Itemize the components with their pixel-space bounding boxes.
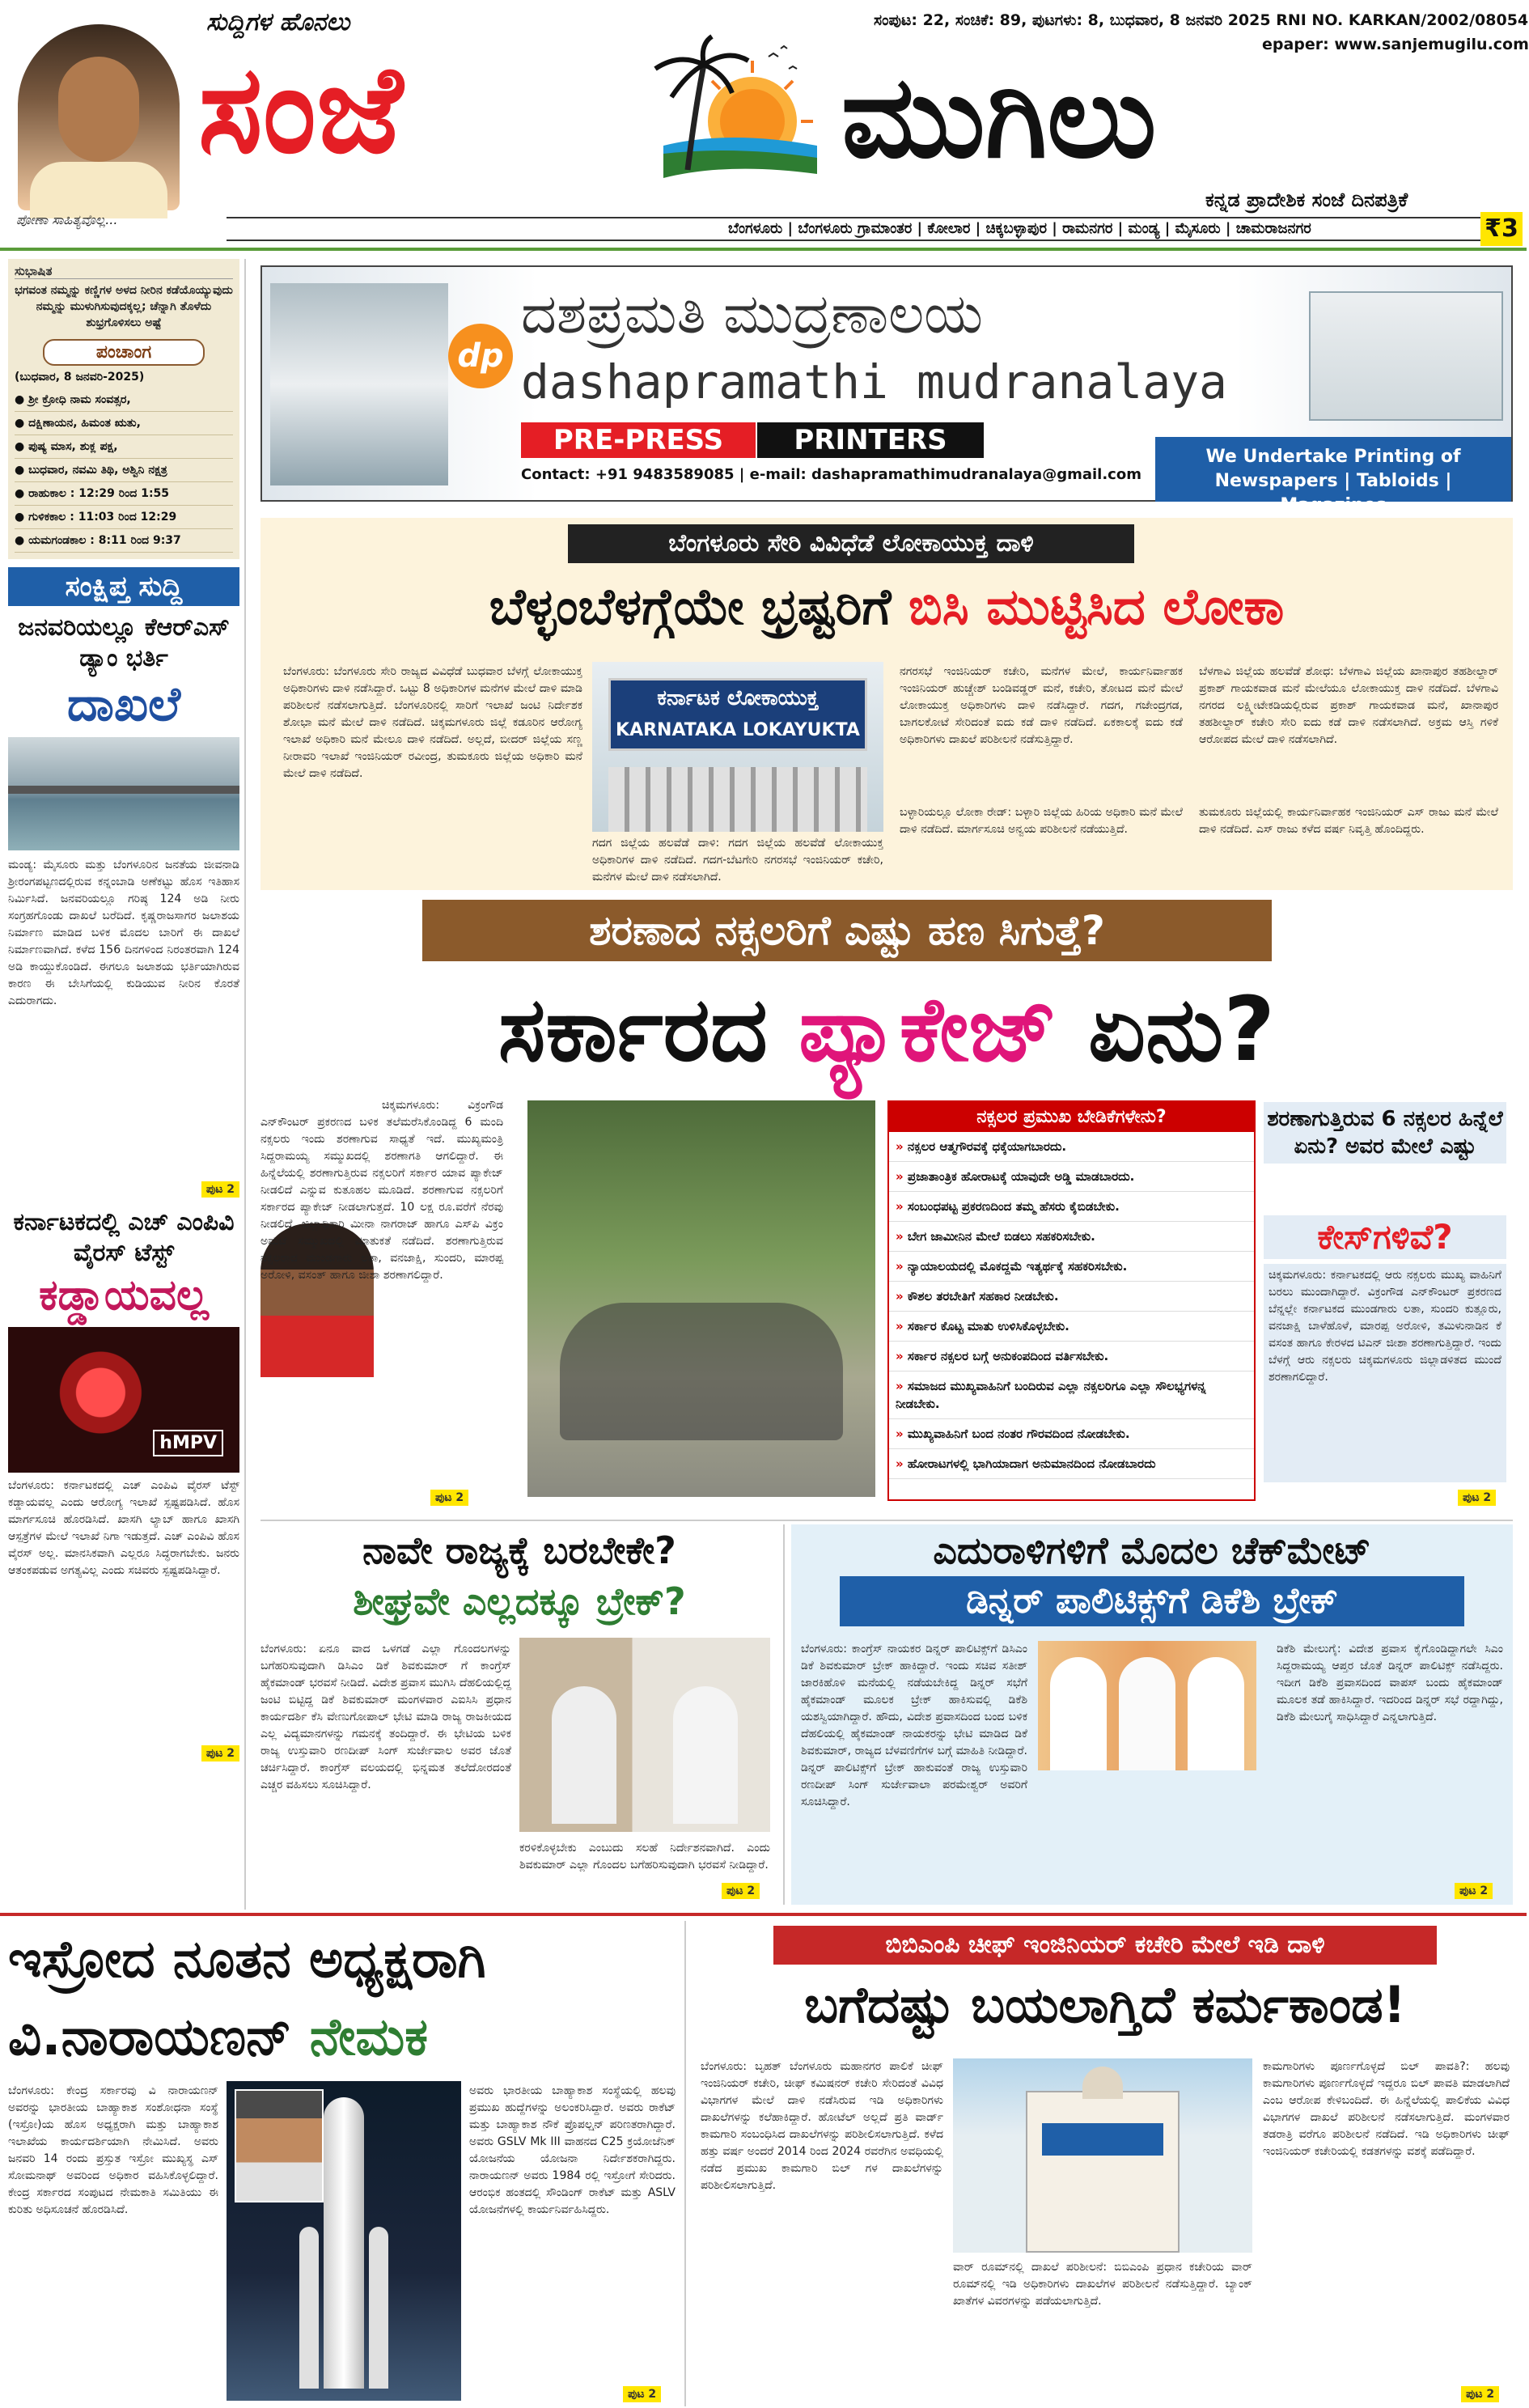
isro-text2: ಅವರು ಭಾರತೀಯ ಬಾಹ್ಯಾಕಾಶ ಸಂಸ್ಥೆಯಲ್ಲಿ ಹಲವು ಪ್ರಮುಖ ಹುದ್ದೆಗಳನ್ನು ಅಲಂಕರಿಸಿದ್ದಾರೆ. ಅವರು ರಾಕೆಟ್ ಮತ್ತು ಬಾಹ್ಯಾಕಾಶ ನೌಕೆ ಪ್ರೊಪಲ್ಷನ್ ಪರಿಣತರಾಗಿದ್ದಾರೆ. ಅವರು GSLV Mk III ವಾಹನದ C25 ಕ್ರಯೋಜೆನಿಕ್ ಯೋಜನೆಯ ಯೋಜನಾ ನಿರ್ದೇಶಕರಾಗಿದ್ದರು. ನಾರಾಯಣನ್ ಅವರು 1984 ರಲ್ಲಿ ಇಸ್ರೋಗೆ ಸೇರಿದರು. ಆರಂಭಿಕ ಹಂತದಲ್ಲಿ ಸೌಂಡಿಂಗ್ ರಾಕೆಟ್ ಮತ್ತು ASLV ಯೋಜನೆಗಳಲ್ಲಿ ಕಾರ್ಯನಿರ್ವಹಿಸಿದ್ದರು. xyxy=(469,2084,676,2216)
naxal-headline-a: ಸರ್ಕಾರದ xyxy=(498,977,768,1081)
bbmp-text3: ಕಾಮಗಾರಿಗಳು ಪೂರ್ಣಗೊಳ್ಳದೆ ಬಿಲ್ ಪಾವತಿ?: ಹಲವು ಕಾಮಗಾರಿಗಳು ಪೂರ್ಣಗೊಳ್ಳದೆ ಇದ್ದರೂ ಬಿಲ್ ಪಾವತಿ ಮಾಡಲಾಗಿದೆ ಎಂಬ ಆರೋಪ ಕೇಳಿಬಂದಿದೆ. ಈ ಹಿನ್ನೆಲೆಯಲ್ಲಿ ಪಾಲಿಕೆಯ ವಿವಿಧ ವಿಭಾಗಗಳ ದಾಖಲೆ ಪರಿಶೀಲನೆ ನಡೆಸಲಾಗುತ್ತಿದೆ. ಮಂಗಳವಾರ ತಡರಾತ್ರಿ ವರೆಗೂ ಪರಿಶೀಲನೆ ನಡೆದಿದೆ. ಇಡಿ ಅಧಿಕಾರಿಗಳು ಚೀಫ್ ಇಂಜಿನಿಯರ್ ಕಚೇರಿಯಲ್ಲಿ ಕಡತಗಳನ್ನು ವಶಕ್ಕೆ ಪಡೆದಿದ್ದಾರೆ. xyxy=(1263,2060,1510,2158)
checkmate-text2: ಡಿಕೆಶಿ ಮೇಲುಗೈ: ವಿದೇಶ ಪ್ರವಾಸ ಕೈಗೊಂಡಿದ್ದಾಗಲೇ ಸಿಎಂ ಸಿದ್ದರಾಮಯ್ಯ ಆಪ್ತರ ಜೊತೆ ಡಿನ್ನರ್ ಪಾಲಿಟಿಕ್ಸ್ ನಡೆಸಿದ್ದರು. ಇದೀಗ ಡಿಕೆಶಿ ಪ್ರವಾಸದಿಂದ ವಾಪಸ್ ಬಂದು ಹೈಕಮಾಂಡ್ ಮೂಲಕ ತಡೆ ಹಾಕಿಸಿದ್ದಾರೆ. ಇದರಿಂದ ಡಿನ್ನರ್ ಸಭೆ ರದ್ದಾಗಿದ್ದು, ಡಿಕೆಶಿ ಮೇಲುಗೈ ಸಾಧಿಸಿದ್ದಾರೆ ಎನ್ನಲಾಗುತ್ತಿದೆ. xyxy=(1277,1643,1503,1723)
ad-services: We Undertake Printing of Newspapers | Tabloids | Magazines xyxy=(1155,437,1511,502)
editor-photo xyxy=(18,24,180,210)
lokayukta-col2: ನಗರಸಭೆ ಇಂಜಿನಿಯರ್ ಕಚೇರಿ, ಮನೆಗಳ ಮೇಲೆ, ಕಾರ್ಯನಿರ್ವಾಹಕ ಇಂಜಿನಿಯರ್ ಹುಚ್ಚೇಶ್ ಬಂಡಿವಡ್ಡರ್ ಮನೆ, ಕಚೇರಿ, ತೋಟದ ಮನೆ ಮೇಲೆ ಲೋಕಾಯುಕ್ತ ಅಧಿಕಾರಿಗಳು ದಾಳಿ ನಡೆಸಿದ್ದಾರೆ. ಗದಗ, ಗಜೇಂದ್ರಗಡ, ಬಾಗಲಕೋಟೆ ಸೇರಿದಂತೆ ಐದು ಕಡೆ ದಾಳಿ ನಡೆದಿದೆ. ಏಕಕಾಲಕ್ಕೆ ಐದು ಕಡೆ ಅಧಿಕಾರಿಗಳು ದಾಖಲೆ ಪರಿಶೀಲನೆ ನಡೆಸುತ್ತಿದ್ದಾರೆ. xyxy=(900,665,1183,746)
panchanga-item: ● ಶ್ರೀ ಕ್ರೋಧಿ ನಾಮ ಸಂವತ್ಸರ, xyxy=(15,388,233,412)
demand-item: » ಸರ್ಕಾರ ಕೊಟ್ಟ ಮಾತು ಉಳಿಸಿಕೊಳ್ಳಬೇಕು. xyxy=(889,1312,1254,1342)
isro-divider xyxy=(684,1921,686,2406)
lokayukta-board-photo xyxy=(592,662,883,832)
demand-item: » ಸಮಾಜದ ಮುಖ್ಯವಾಹಿನಿಗೆ ಬಂದಿರುವ ಎಲ್ಲಾ ನಕ್ಸಲರಿಗೂ ಎಲ್ಲಾ ಸೌಲಭ್ಯಗಳನ್ನ ನೀಡಬೇಕು. xyxy=(889,1371,1254,1419)
demand-item: » ನ್ಯಾಯಾಲಯದಲ್ಲಿ ಮೊಕದ್ದಮೆ ಇತ್ಯರ್ಥಕ್ಕೆ ಸಹಕರಿಸಬೇಕು. xyxy=(889,1252,1254,1282)
naxal-continue-link[interactable]: ಪುಟ 2 xyxy=(430,1490,468,1506)
lokayukta-kicker: ಬೆಂಗಳೂರು ಸೇರಿ ವಿವಿಧೆಡೆ ಲೋಕಾಯುಕ್ತ ದಾಳಿ xyxy=(568,524,1134,563)
naxal-side-kicker: ಶರಣಾಗುತ್ತಿರುವ 6 ನಕ್ಸಲರ ಹಿನ್ನೆಲೆ ಏನು? ಅವರ ಮೇಲೆ ಎಷ್ಟು xyxy=(1264,1102,1506,1164)
checkmate-photo xyxy=(1038,1641,1256,1770)
isro-continue-link[interactable]: ಪುಟ 2 xyxy=(623,2386,661,2402)
sun-palm-logo-icon xyxy=(631,32,825,186)
lokayukta-col3: ಬೆಳಗಾವಿ ಜಿಲ್ಲೆಯ ಹಲವೆಡೆ ಶೋಧ: ಬೆಳಗಾವಿ ಜಿಲ್ಲೆಯ ಖಾನಾಪುರ ತಹಶೀಲ್ದಾರ್ ಪ್ರಕಾಶ್ ಗಾಯಕವಾಡ ಮನೆ ಮೇಲೆಯೂ ಲೋಕಾಯುಕ್ತ ದಾಳಿ ನಡೆದಿದೆ. ಬೆಳಗಾವಿ ನಗರದ ಲಕ್ಷ್ಮೀಟೇಕಡಿಯಲ್ಲಿರುವ ಪ್ರಕಾಶ್ ಗಾಯಕವಾಡ ಮನೆ, ಖಾನಾಪುರ ತಹಶೀಲ್ದಾರ್ ಕಚೇರಿ ಸೇರಿ ಐದು ಕಡೆ ದಾಳಿ ನಡೆಸಲಾಗಿದೆ. ಅಕ್ರಮ ಆಸ್ತಿ ಗಳಿಕೆ ಆರೋಪದ ಮೇಲೆ ದಾಳಿ ನಡೆಸಲಾಗಿದೆ. xyxy=(1199,665,1498,746)
narayanan-photo xyxy=(235,2089,324,2202)
checkmate-headline: ಡಿನ್ನರ್ ಪಾಲಿಟಿಕ್ಸ್‌ಗೆ ಡಿಕೆಶಿ ಬ್ರೇಕ್ xyxy=(840,1576,1464,1626)
panchanga-item: ● ರಾಹುಕಾಲ : 12:29 ರಿಂದ 1:55 xyxy=(15,482,233,506)
demand-item: » ಹೋರಾಟಗಳಲ್ಲಿ ಭಾಗಿಯಾದಾಗ ಅನುಮಾನದಿಂದ ನೋಡಬಾರದು xyxy=(889,1449,1254,1479)
dinner-divider xyxy=(783,1524,785,1905)
panchanga-item: ● ದಕ್ಷಿಣಾಯನ, ಹಿಮಂತ ಋತು, xyxy=(15,412,233,435)
dinner-photo xyxy=(519,1638,770,1832)
section-rule xyxy=(0,1913,1527,1916)
mid-rule xyxy=(260,1520,1513,1521)
subhashita-box xyxy=(8,259,239,559)
ad-tag-prepress: PRE-PRESS xyxy=(521,422,756,458)
demands-box xyxy=(887,1100,1256,1501)
dinner-text: ಬೆಂಗಳೂರು: ಏನೂ ವಾದ ಒಳಗಡೆ ಎಲ್ಲಾ ಗೊಂದಲಗಳನ್ನು ಬಗೆಹರಿಸುವುದಾಗಿ ಡಿಸಿಎಂ ಡಿಕೆ ಶಿವಕುಮಾರ್ ಗೆ ಕಾಂಗ್ರೆಸ್ ಹೈಕಮಾಂಡ್ ಭರವಸೆ ನೀಡಿದೆ. ವಿದೇಶ ಪ್ರವಾಸ ಮುಗಿಸಿ ದೆಹಲಿಯಲ್ಲಿದ್ದ ಜಂಟಿ ಬಿಟ್ಟಿದ್ದ ಡಿಕೆ ಶಿವಕುಮಾರ್ ಮಂಗಳವಾರ ಎಐಸಿಸಿ ಪ್ರಧಾನ ಕಾರ್ಯದರ್ಶಿ ಕೆಸಿ ವೇಣುಗೋಪಾಲ್ ಭೇಟಿ ಮಾಡಿ ರಾಜ್ಯ ರಾಜಕೀಯದ ಎಲ್ಲ ವಿದ್ಯಮಾನಗಳನ್ನು ಗಮನಕ್ಕೆ ತಂದಿದ್ದಾರೆ. ಈ ಭೇಟಿಯ ಬಳಿಕ ರಾಜ್ಯ ಉಸ್ತುವಾರಿ ರಣದೀಪ್ ಸಿಂಗ್ ಸುರ್ಜೇವಾಲ ಅವರ ಜೊತೆ ಚರ್ಚಿಸಿದ್ದಾರೆ. ಕಾಂಗ್ರೆಸ್ ವಲಯದಲ್ಲಿ ಭಿನ್ನಮತ ತಲೆದೋರದಂತೆ ಎಚ್ಚರ ವಹಿಸಲು ಸೂಚಿಸಿದ್ದಾರೆ. xyxy=(260,1643,511,1791)
naxal-text: ಚಿಕ್ಕಮಗಳೂರು: ವಿಕ್ರಂಗೌಡ ಎನ್‌ಕೌಂಟರ್ ಪ್ರಕರಣದ ಬಳಿಕ ತಲೆಮರೆಸಿಕೊಂಡಿದ್ದ 6 ಮಂದಿ ನಕ್ಸಲರು ಇಂದು ಶರಣಾಗುವ ಸಾಧ್ಯತೆ ಇದೆ. ಮುಖ್ಯಮಂತ್ರಿ ಸಿದ್ದರಾಮಯ್ಯ ಸಮ್ಮುಖದಲ್ಲಿ ಶರಣಾಗತಿ ಆಗಲಿದ್ದಾರೆ. ಈ ಹಿನ್ನೆಲೆಯಲ್ಲಿ ಶರಣಾಗುತ್ತಿರುವ ನಕ್ಸಲರಿಗೆ ಸರ್ಕಾರ ಯಾವ ಪ್ಯಾಕೇಜ್ ನೀಡಲಿದೆ ಎನ್ನುವ ಕುತೂಹಲ ಮೂಡಿದೆ. ಶರಣಾಗುವ ನಕ್ಸಲರಿಗೆ ಸರ್ಕಾರದ ಪ್ಯಾಕೇಜ್ ನೀಡಲಾಗುತ್ತದೆ. 10 ಲಕ್ಷ ರೂ.ವರೆಗೆ ನೆರವು ನೀಡಲಿದೆ. ಜಿಲ್ಲಾಧಿಕಾರಿ ಮೀನಾ ನಾಗರಾಜ್ ಹಾಗೂ ಎಸ್‌ಪಿ ವಿಕ್ರಂ ಅಮಟೆ ಸಮ್ಮುಖದಲ್ಲಿ ಮಾತುಕತೆ ನಡೆದಿದೆ. ಶರಣಾಗುತ್ತಿರುವ ನಕ್ಸಲರಾದ ಮುಂಡಗಾರು ಲತಾ, ವನಜಾಕ್ಷಿ, ಸುಂದರಿ, ಮಾರಪ್ಪ ಅರೋಳಿ, ವಸಂತ್ ಹಾಗೂ ಜೀಶಾ ಶರಣಾಗಲಿದ್ದಾರೆ. xyxy=(260,1099,503,1282)
masthead-rule xyxy=(0,248,1527,251)
subhashita-title: ಸುಭಾಷಿತ xyxy=(15,264,233,279)
brief2-continue-link[interactable]: ಪುಟ 2 xyxy=(201,1745,239,1761)
naxal-kicker: ಶರಣಾದ ನಕ್ಸಲರಿಗೆ ಎಷ್ಟು ಹಣ ಸಿಗುತ್ತೆ? xyxy=(422,900,1272,961)
isro-headline-name: ವಿ.ನಾರಾಯಣನ್ xyxy=(8,2007,292,2067)
board-text-kn: ಕರ್ನಾಟಕ ಲೋಕಾಯುಕ್ತ xyxy=(657,686,819,710)
demand-item: » ಪ್ರಜಾತಾಂತ್ರಿಕ ಹೋರಾಟಕ್ಕೆ ಯಾವುದೇ ಅಡ್ಡಿ ಮಾಡಬಾರದು. xyxy=(889,1162,1254,1192)
naxal-group-photo xyxy=(527,1100,875,1497)
ad-name-en: dashapramathi mudranalaya xyxy=(521,354,1227,409)
demand-item: » ಬೇಗ ಜಾಮೀನಿನ ಮೇಲೆ ಬಿಡಲು ಸಹಕರಿಸಬೇಕು. xyxy=(889,1222,1254,1252)
regions: ಬೆಂಗಳೂರು | ಬೆಂಗಳೂರು ಗ್ರಾಮಾಂತರ | ಕೋಲಾರ | ಚಿಕ್ಕಬಳ್ಳಾಪುರ | ರಾಮನಗರ | ಮಂಡ್ಯ | ಮೈಸೂರು | ಚಾಮರಾಜನಗರ xyxy=(728,220,1311,237)
lokayukta-headline xyxy=(260,566,1513,647)
isro-headline-line1: ಇಸ್ರೋದ ನೂತನ ಅಧ್ಯಕ್ಷರಾಗಿ xyxy=(8,1930,486,1990)
bbmp-text2: ವಾರ್ ರೂಮ್‌ನಲ್ಲಿ ದಾಖಲೆ ಪರಿಶೀಲನೆ: ಬಿಬಿಎಂಪಿ ಪ್ರಧಾನ ಕಚೇರಿಯ ವಾರ್ ರೂಮ್‌ನಲ್ಲಿ ಇಡಿ ಅಧಿಕಾರಿಗಳು ದಾಖಲೆಗಳ ಪರಿಶೀಲನೆ ನಡೆಸುತ್ತಿದ್ದಾರೆ. ಬ್ಯಾಂಕ್ ಖಾತೆಗಳ ವಿವರಗಳನ್ನು ಪಡೆಯಲಾಗುತ್ತಿದೆ. xyxy=(953,2261,1252,2308)
paper-name-right: ಮುಗಿಲು xyxy=(841,51,1157,184)
board-text-en: KARNATAKA LOKAYUKTA xyxy=(616,720,860,740)
brief1-headline: ದಾಖಲೆ xyxy=(66,676,181,731)
checkmate-story xyxy=(791,1524,1513,1905)
rni-number: RNI NO. KARKAN/2002/08054 xyxy=(1276,11,1529,29)
dinner-caption: ಕರಳಿಕೊಳ್ಳಬೇಕು ಎಂಬುದು ಸಲಹೆ ನಿರ್ದೇಶನವಾಗಿದೆ. ಎಂದು ಶಿವಕುಮಾರ್ ಎಲ್ಲಾ ಗೊಂದಲ ಬಗೆಹರಿಸುವುದಾಗಿ ಭರವಸೆ ನೀಡಿದ್ದಾರೆ. xyxy=(519,1842,770,1872)
ad-tag-printers: PRINTERS xyxy=(757,422,984,458)
naxal-story xyxy=(260,900,1513,1515)
isro-headline-line2 xyxy=(8,1999,680,2076)
issue-info: ಸಂಪುಟ: 22, ಸಂಚಿಕೆ: 89, ಪುಟಗಳು: 8, ಬುಧವಾರ, 8 ಜನವರಿ 2025 RNI NO. KARKAN/2002/08054 xyxy=(874,11,1529,29)
subhashita-text: ಭಗವಂತ ನಮ್ಮನ್ನು ಕಣ್ಣಿಗಳ ಅಳದ ನೀರಿನ ಕಡೆಯೊಯ್ಯುವುದು ನಮ್ಮನ್ನು ಮುಳುಗಿಸುವುದಕ್ಕಲ್ಲ; ಚೆನ್ನಾಗಿ ತೊಳೆದು ಶುಭ್ರಗೊಳಿಸಲು ಅಷ್ಟೆ xyxy=(15,284,233,329)
lokayukta-story xyxy=(260,518,1513,890)
panchanga-item: ● ಪುಷ್ಯ ಮಾಸ, ಶುಕ್ಲ ಪಕ್ಷ, xyxy=(15,435,233,459)
naxal-headline-b: ಪ್ಯಾಕೇಜ್ xyxy=(798,977,1057,1081)
checkmate-text: ಬೆಂಗಳೂರು: ಕಾಂಗ್ರೆಸ್ ನಾಯಕರ ಡಿನ್ನರ್ ಪಾಲಿಟಿಕ್ಸ್‌ಗೆ ಡಿಸಿಎಂ ಡಿಕೆ ಶಿವಕುಮಾರ್ ಬ್ರೇಕ್ ಹಾಕಿದ್ದಾರೆ. ಇಂದು ಸಚಿವ ಸತೀಶ್ ಜಾರಕಿಹೊಳಿ ಮನೆಯಲ್ಲಿ ನಡೆಯಬೇಕಿದ್ದ ಡಿನ್ನರ್ ಸಭೆಗೆ ಹೈಕಮಾಂಡ್ ಮೂಲಕ ಬ್ರೇಕ್ ಹಾಕಿಸುವಲ್ಲಿ ಡಿಕೆಶಿ ಯಶಸ್ವಿಯಾಗಿದ್ದಾರೆ. ಹೌದು, ವಿದೇಶ ಪ್ರವಾಸದಿಂದ ಬಂದ ಬಳಿಕ ದೆಹಲಿಯಲ್ಲಿ ಹೈಕಮಾಂಡ್ ನಾಯಕರನ್ನು ಭೇಟಿ ಮಾಡಿದ ಡಿಕೆ ಶಿವಕುಮಾರ್, ರಾಜ್ಯದ ಬೆಳವಣಿಗೆಗಳ ಬಗ್ಗೆ ಮಾಹಿತಿ ನೀಡಿದ್ದಾರೆ. ಡಿನ್ನರ್ ಪಾಲಿಟಿಕ್ಸ್‌ಗೆ ಬ್ರೇಕ್ ಹಾಕುವಂತೆ ರಾಜ್ಯ ಉಸ್ತುವಾರಿ ರಣದೀಪ್ ಸಿಂಗ್ ಸುರ್ಜೇವಾಲಾ ಪರಮೇಶ್ವರ್ ಅವರಿಗೆ ಸೂಚಿಸಿದ್ದಾರೆ. xyxy=(801,1643,1027,1808)
dinner-continue-link[interactable]: ಪುಟ 2 xyxy=(722,1883,760,1899)
demand-item: » ಮುಖ್ಯವಾಹಿನಿಗೆ ಬಂದ ನಂತರ ಗೌರವದಿಂದ ನೋಡಬೇಕು. xyxy=(889,1419,1254,1449)
lokayukta-col3b: ತುಮಕೂರು ಜಿಲ್ಲೆಯಲ್ಲಿ ಕಾರ್ಯನಿರ್ವಾಹಕ ಇಂಜಿನಿಯರ್ ಎಸ್ ರಾಜು ಮನೆ ಮೇಲೆ ದಾಳಿ ನಡೆದಿದೆ. ಎಸ್ ರಾಜು ಕಳೆದ ವರ್ಷ ನಿವೃತ್ತಿ ಹೊಂದಿದ್ದರು. xyxy=(1199,806,1498,836)
brief2-headline: ಕಡ್ಡಾಯವಲ್ಲ xyxy=(39,1271,209,1320)
subtitle: ಕನ್ನಡ ಪ್ರಾದೇಶಿಕ ಸಂಜೆ ದಿನಪತ್ರಿಕೆ xyxy=(1205,189,1408,211)
price-badge: ₹3 xyxy=(1480,212,1523,246)
panchanga-date: (ಬುಧವಾರ, 8 ಜನವರಿ-2025) xyxy=(15,371,145,384)
bbmp-continue-link[interactable]: ಪುಟ 2 xyxy=(1461,2386,1499,2402)
lokayukta-col1: ಬೆಂಗಳೂರು: ಬೆಂಗಳೂರು ಸೇರಿ ರಾಜ್ಯದ ವಿವಿಧೆಡೆ ಬುಧವಾರ ಬೆಳಗ್ಗೆ ಲೋಕಾಯುಕ್ತ ಅಧಿಕಾರಿಗಳು ದಾಳಿ ನಡೆಸಿದ್ದಾರೆ. ಒಟ್ಟು 8 ಅಧಿಕಾರಿಗಳ ಮನೆಗಳ ಮೇಲೆ ದಾಳಿ ಮಾಡಿ ಪರಿಶೀಲನೆ ನಡೆಸಲಾಗುತ್ತಿದೆ. ಬೆಂಗಳೂರಿನಲ್ಲಿ ಸಾರಿಗೆ ಇಲಾಖೆ ಜಂಟಿ ನಿರ್ದೇಶಕ ಶೋಭಾ ಮನೆ ಮೇಲೆ ದಾಳಿ ನಡೆದಿದೆ. ಚಿಕ್ಕಮಗಳೂರು ಜಿಲ್ಲೆ ಕಡೂರಿನ ಆರೋಗ್ಯ ಇಲಾಖೆ ಅಧಿಕಾರಿ ಮನೆ ಮೇಲೂ ದಾಳಿ ನಡೆದಿದೆ. ಅಲ್ಲದೆ, ಬೀದರ್ ಜಿಲ್ಲೆಯ ಸಣ್ಣ ನೀರಾವರಿ ಇಲಾಖೆ ಇಂಜಿನಿಯರ್ ರವೀಂದ್ರ, ತುಮಕೂರು ಜಿಲ್ಲೆಯ ಅಧಿಕಾರಿ ಮನೆ ಮೇಲೆ ದಾಳಿ ನಡೆದಿದೆ. xyxy=(283,665,582,780)
brief2-text: ಬೆಂಗಳೂರು: ಕರ್ನಾಟಕದಲ್ಲಿ ಎಚ್ ಎಂಪಿವಿ ವೈರಸ್ ಟೆಸ್ಟ್ ಕಡ್ಡಾಯವಲ್ಲ ಎಂದು ಆರೋಗ್ಯ ಇಲಾಖೆ ಸ್ಪಷ್ಟಪಡಿಸಿದೆ. ಹೊಸ ಮಾರ್ಗಸೂಚಿ ಹೊರಡಿಸಿದೆ. ಖಾಸಗಿ ಲ್ಯಾಬ್ ಹಾಗೂ ಖಾಸಗಿ ಆಸ್ಪತ್ರೆಗಳ ಮೇಲೆ ಇಲಾಖೆ ನಿಗಾ ಇಡುತ್ತದೆ. ಎಚ್ ಎಂಪಿವಿ ಹೊಸ ವೈರಸ್ ಅಲ್ಲ. ಮಾನಸಿಕವಾಗಿ ಎಲ್ಲರೂ ಸಿದ್ಧರಾಗಬೇಕು. ಜನರು ಆತಂಕಪಡುವ ಅಗತ್ಯವಿಲ್ಲ ಎಂದು ಸಚಿವರು ಸ್ಪಷ್ಟಪಡಿಸಿದ್ದಾರೆ. xyxy=(8,1479,239,1577)
demand-item: » ನಕ್ಸಲರ ಆತ್ಮಗೌರವಕ್ಕೆ ಧಕ್ಕೆಯಾಗಬಾರದು. xyxy=(889,1132,1254,1162)
paper-name-left: ಸಂಜೆ xyxy=(198,38,403,180)
demand-item: » ಕೌಶಲ ತರಬೇತಿಗೆ ಸಹಕಾರ ನೀಡಬೇಕು. xyxy=(889,1282,1254,1312)
panchanga-item: ● ಬುಧವಾರ, ನವಮಿ ತಿಥಿ, ಅಶ್ವಿನಿ ನಕ್ಷತ್ರ xyxy=(15,459,233,482)
dinner-kicker: ನಾವೇ ರಾಜ್ಯಕ್ಕೆ ಬರಬೇಕೇ? xyxy=(362,1528,676,1572)
ad-name-kn: ದಶಪ್ರಮತಿ ಮುದ್ರಣಾಲಯ xyxy=(521,282,983,346)
ad-banner xyxy=(260,265,1513,515)
lokayukta-headline-black: ಬೆಳ್ಳಂಬೆಳಗ್ಗೆಯೇ ಭ್ರಷ್ಟರಿಗೆ xyxy=(489,577,892,636)
naxal-side-continue-link[interactable]: ಪುಟ 2 xyxy=(1458,1490,1496,1506)
sidebar xyxy=(8,259,239,1910)
ad-machine-left xyxy=(270,283,448,485)
panchanga-title: ಪಂಚಾಂಗ xyxy=(43,339,205,366)
isro-text: ಬೆಂಗಳೂರು: ಕೇಂದ್ರ ಸರ್ಕಾರವು ವಿ ನಾರಾಯಣನ್ ಅವರನ್ನು ಭಾರತೀಯ ಬಾಹ್ಯಾಕಾಶ ಸಂಶೋಧನಾ ಸಂಸ್ಥೆ (ಇಸ್ರೋ)ಯ ಹೊಸ ಅಧ್ಯಕ್ಷರಾಗಿ ಮತ್ತು ಬಾಹ್ಯಾಕಾಶ ಇಲಾಖೆಯ ಕಾರ್ಯದರ್ಶಿಯಾಗಿ ನೇಮಿಸಿದೆ. ಅವರು ಜನವರಿ 14 ರಂದು ಪ್ರಸ್ತುತ ಇಸ್ರೋ ಮುಖ್ಯಸ್ಥ ಎಸ್ ಸೋಮನಾಥ್ ಅವರಿಂದ ಅಧಿಕಾರ ವಹಿಸಿಕೊಳ್ಳಲಿದ್ದಾರೆ. ಕೇಂದ್ರ ಸರ್ಕಾರದ ಸಂಪುಟದ ನೇಮಕಾತಿ ಸಮಿತಿಯು ಈ ಕುರಿತು ಅಧಿಸೂಚನೆ ಹೊರಡಿಸಿದೆ. xyxy=(8,2084,218,2216)
isro-story xyxy=(8,1921,680,2406)
demands-title: ನಕ್ಸಲರ ಪ್ರಮುಖ ಬೇಡಿಕೆಗಳೇನು? xyxy=(889,1102,1254,1132)
bbmp-text: ಬೆಂಗಳೂರು: ಬೃಹತ್ ಬೆಂಗಳೂರು ಮಹಾನಗರ ಪಾಲಿಕೆ ಚೀಫ್ ಇಂಜಿನಿಯರ್ ಕಚೇರಿ, ಚೀಫ್ ಕಮಿಷನರ್ ಕಚೇರಿ ಸೇರಿದಂತೆ ವಿವಿಧ ವಿಭಾಗಗಳ ಮೇಲೆ ದಾಳಿ ನಡೆಸಿರುವ ಇಡಿ ಅಧಿಕಾರಿಗಳು ದಾಖಲೆಗಳನ್ನು ಕಲೆಹಾಕಿದ್ದಾರೆ. ಹೋಟೆಲ್ ಅಲ್ಲದೆ ಪ್ರತಿ ವಾರ್ಡ್ ಕಾಮಗಾರಿ ಸಂಬಂಧಿಸಿದ ದಾಖಲೆಗಳನ್ನು ಪರಿಶೀಲಿಸಲಾಗುತ್ತಿದೆ. ಕಳೆದ ಹತ್ತು ವರ್ಷ ಅಂದರೆ 2014 ರಿಂದ 2024 ರವರೆಗಿನ ಅವಧಿಯಲ್ಲಿ ನಡೆದ ಪ್ರಮುಖ ಕಾಮಗಾರಿ ಬಿಲ್ ಗಳ ದಾಖಲೆಗಳನ್ನು ಪರಿಶೀಲಿಸಲಾಗುತ್ತಿದೆ. xyxy=(701,2060,943,2192)
bbmp-kicker: ಬಿಬಿಎಂಪಿ ಚೀಫ್ ಇಂಜಿನಿಯರ್ ಕಚೇರಿ ಮೇಲೆ ಇಡಿ ದಾಳಿ xyxy=(773,1926,1437,1965)
lokayukta-headline-red: ಬಿಸಿ ಮುಟ್ಟಿಸಿದ ಲೋಕಾ xyxy=(909,577,1285,636)
editor-caption: ಪೋಣಾ ಸಾಹಿತ್ಯವೊಲ್ಲ... xyxy=(16,212,118,227)
naxal-side-text: ಚಿಕ್ಕಮಗಳೂರು: ಕರ್ನಾಟಕದಲ್ಲಿ ಆರು ನಕ್ಸಲರು ಮುಖ್ಯ ವಾಹಿನಿಗೆ ಬರಲು ಮುಂದಾಗಿದ್ದಾರೆ. ವಿಕ್ರಂಗೌಡ ಎನ್‌ಕೌಂಟರ್ ಪ್ರಕರಣದ ಬೆನ್ನಲ್ಲೇ ಕರ್ನಾಟಕದ ಮುಂಡಗಾರು ಲತಾ, ಸುಂದರಿ ಕುತ್ಲೂರು, ವನಜಾಕ್ಷಿ ಬಾಳೆಹೊಳೆ, ಮಾರಪ್ಪ ಅರೋಳಿ, ತಮಿಳುನಾಡಿನ ಕೆ ವಸಂತ ಹಾಗೂ ಕೇರಳದ ಟಿಎನ್ ಜೀಶಾ ಶರಣಾಗುತ್ತಿದ್ದಾರೆ. ಇಂದು ಬೆಳಗ್ಗೆ ಆರು ನಕ್ಸಲರು ಚಿಕ್ಕಮಗಳೂರು ಜಿಲ್ಲಾಡಳಿತದ ಮುಂದೆ ಶರಣಾಗಲಿದ್ದಾರೆ. xyxy=(1264,1264,1506,1482)
dam-photo xyxy=(8,737,239,850)
ad-machine-right xyxy=(1309,291,1503,421)
panchanga-list xyxy=(15,388,233,553)
sidebar-divider xyxy=(244,259,246,1910)
panchanga-item: ● ಗುಳಿಕಕಾಲ : 11:03 ರಿಂದ 12:29 xyxy=(15,506,233,529)
masthead xyxy=(0,0,1527,244)
lokayukta-col2b: ಬಳ್ಳಾರಿಯಲ್ಲೂ ಲೋಕಾ ರೇಡ್: ಬಳ್ಳಾರಿ ಜಿಲ್ಲೆಯ ಹಿರಿಯ ಅಧಿಕಾರಿ ಮನೆ ಮೇಲೆ ದಾಳಿ ನಡೆದಿದೆ. ಮಾರ್ಗಸೂಚಿ ಅನ್ವಯ ಪರಿಶೀಲನೆ ನಡೆಯುತ್ತಿದೆ. xyxy=(900,806,1183,836)
brief1-kicker: ಜನವರಿಯಲ್ಲೂ ಕೆಆರ್‌ಎಸ್ ಡ್ಯಾಂ ಭರ್ತಿ xyxy=(18,613,230,672)
brief1-text: ಮಂಡ್ಯ: ಮೈಸೂರು ಮತ್ತು ಬೆಂಗಳೂರಿನ ಜನತೆಯ ಜೀವನಾಡಿ ಶ್ರೀರಂಗಪಟ್ಟಣದಲ್ಲಿರುವ ಕನ್ನಂಬಾಡಿ ಅಣೆಕಟ್ಟು ಹೊಸ ಇತಿಹಾಸ ನಿರ್ಮಿಸಿದೆ. ಜನವರಿಯಲ್ಲೂ ಗರಿಷ್ಠ 124 ಅಡಿ ನೀರು ಸಂಗ್ರಹಗೊಂಡು ದಾಖಲೆ ಬರೆದಿದೆ. ಕೃಷ್ಣರಾಜಸಾಗರ ಜಲಾಶಯ ನಿರ್ಮಾಣ ಮಾಡಿದ ಬಳಿಕ ಮೊದಲ ಬಾರಿಗೆ ಈ ದಾಖಲೆ ನಿರ್ಮಾಣವಾಗಿದೆ. ಕಳೆದ 156 ದಿನಗಳಿಂದ ನಿರಂತರವಾಗಿ 124 ಅಡಿ ಕಾಯ್ದುಕೊಂಡಿದೆ. ಈಗಲೂ ಜಲಾಶಯ ಭರ್ತಿಯಾಗಿರುವ ಕಾರಣ ಈ ಬೇಸಿಗೆಯಲ್ಲಿ ಕುಡಿಯುವ ನೀರಿನ ಕೊರತೆ ಎದುರಾಗದು. xyxy=(8,858,239,1007)
brief-title: ಸಂಕ್ಷಿಪ್ತ ಸುದ್ದಿ xyxy=(8,567,239,606)
tagline: ಸುದ್ದಿಗಳ ಹೊನಲು xyxy=(206,8,350,36)
demands-list xyxy=(889,1132,1254,1479)
isro-headline-green: ನೇಮಕ xyxy=(309,2007,428,2067)
naxal-headline xyxy=(260,964,1513,1094)
demand-item: » ಸರ್ಕಾರ ನಕ್ಸಲರ ಬಗ್ಗೆ ಅನುಕಂಪದಿಂದ ವರ್ತಿಸಬೇಕು. xyxy=(889,1342,1254,1371)
epaper-link[interactable]: epaper: www.sanjemugilu.com xyxy=(1262,36,1529,53)
ad-logo: dp xyxy=(448,324,513,388)
naxal-headline-c: ಏನು? xyxy=(1088,977,1276,1081)
virus-photo xyxy=(8,1327,239,1473)
bbmp-headline: ಬಗೆದಷ್ಟು ಬಯಲಾಗ್ತಿದೆ ಕರ್ಮಕಾಂಡ! xyxy=(804,1975,1406,2034)
checkmate-kicker: ಎದುರಾಳಿಗಳಿಗೆ ಮೊದಲ ಚೆಕ್‌ಮೇಟ್ xyxy=(933,1528,1371,1572)
virus-label: hMPV xyxy=(153,1430,223,1456)
bbmp-building-photo xyxy=(953,2058,1252,2253)
brief1-continue-link[interactable]: ಪುಟ 2 xyxy=(201,1181,239,1198)
brief2-kicker: ಕರ್ನಾಟಕದಲ್ಲಿ ಎಚ್ ಎಂಪಿವಿ ವೈರಸ್ ಟೆಸ್ಟ್ xyxy=(13,1208,235,1267)
dinner-headline: ಶೀಘ್ರವೇ ಎಲ್ಲದಕ್ಕೂ ಬ್ರೇಕ್? xyxy=(353,1579,686,1623)
lokayukta-col1b: ಗದಗ ಜಿಲ್ಲೆಯ ಹಲವೆಡೆ ದಾಳಿ: ಗದಗ ಜಿಲ್ಲೆಯ ಹಲವೆಡೆ ಲೋಕಾಯುಕ್ತ ಅಧಿಕಾರಿಗಳ ದಾಳಿ ನಡೆದಿದೆ. ಗದಗ-ಬೆಟಗೇರಿ ನಗರಸಭೆ ಇಂಜಿನಿಯರ್ ಕಚೇರಿ, ಮನೆಗಳ ಮೇಲೆ ದಾಳಿ ನಡೆಸಲಾಗಿದೆ. xyxy=(592,837,883,884)
panchanga-item: ● ಯಮಗಂಡಕಾಲ : 8:11 ರಿಂದ 9:37 xyxy=(15,529,233,553)
dinner-story xyxy=(260,1524,778,1905)
bbmp-story xyxy=(692,1921,1518,2406)
ad-contact: Contact: +91 9483589085 | e-mail: dashapramathimudranalaya@gmail.com xyxy=(521,466,1141,483)
naxal-side-headline: ಕೇಸ್‌ಗಳಿವೆ? xyxy=(1264,1215,1506,1259)
demand-item: » ಸಂಬಂಧಪಟ್ಟ ಪ್ರಕರಣದಿಂದ ತಮ್ಮ ಹೆಸರು ಕೈಬಿಡಬೇಕು. xyxy=(889,1192,1254,1222)
checkmate-continue-link[interactable]: ಪುಟ 2 xyxy=(1455,1883,1493,1899)
